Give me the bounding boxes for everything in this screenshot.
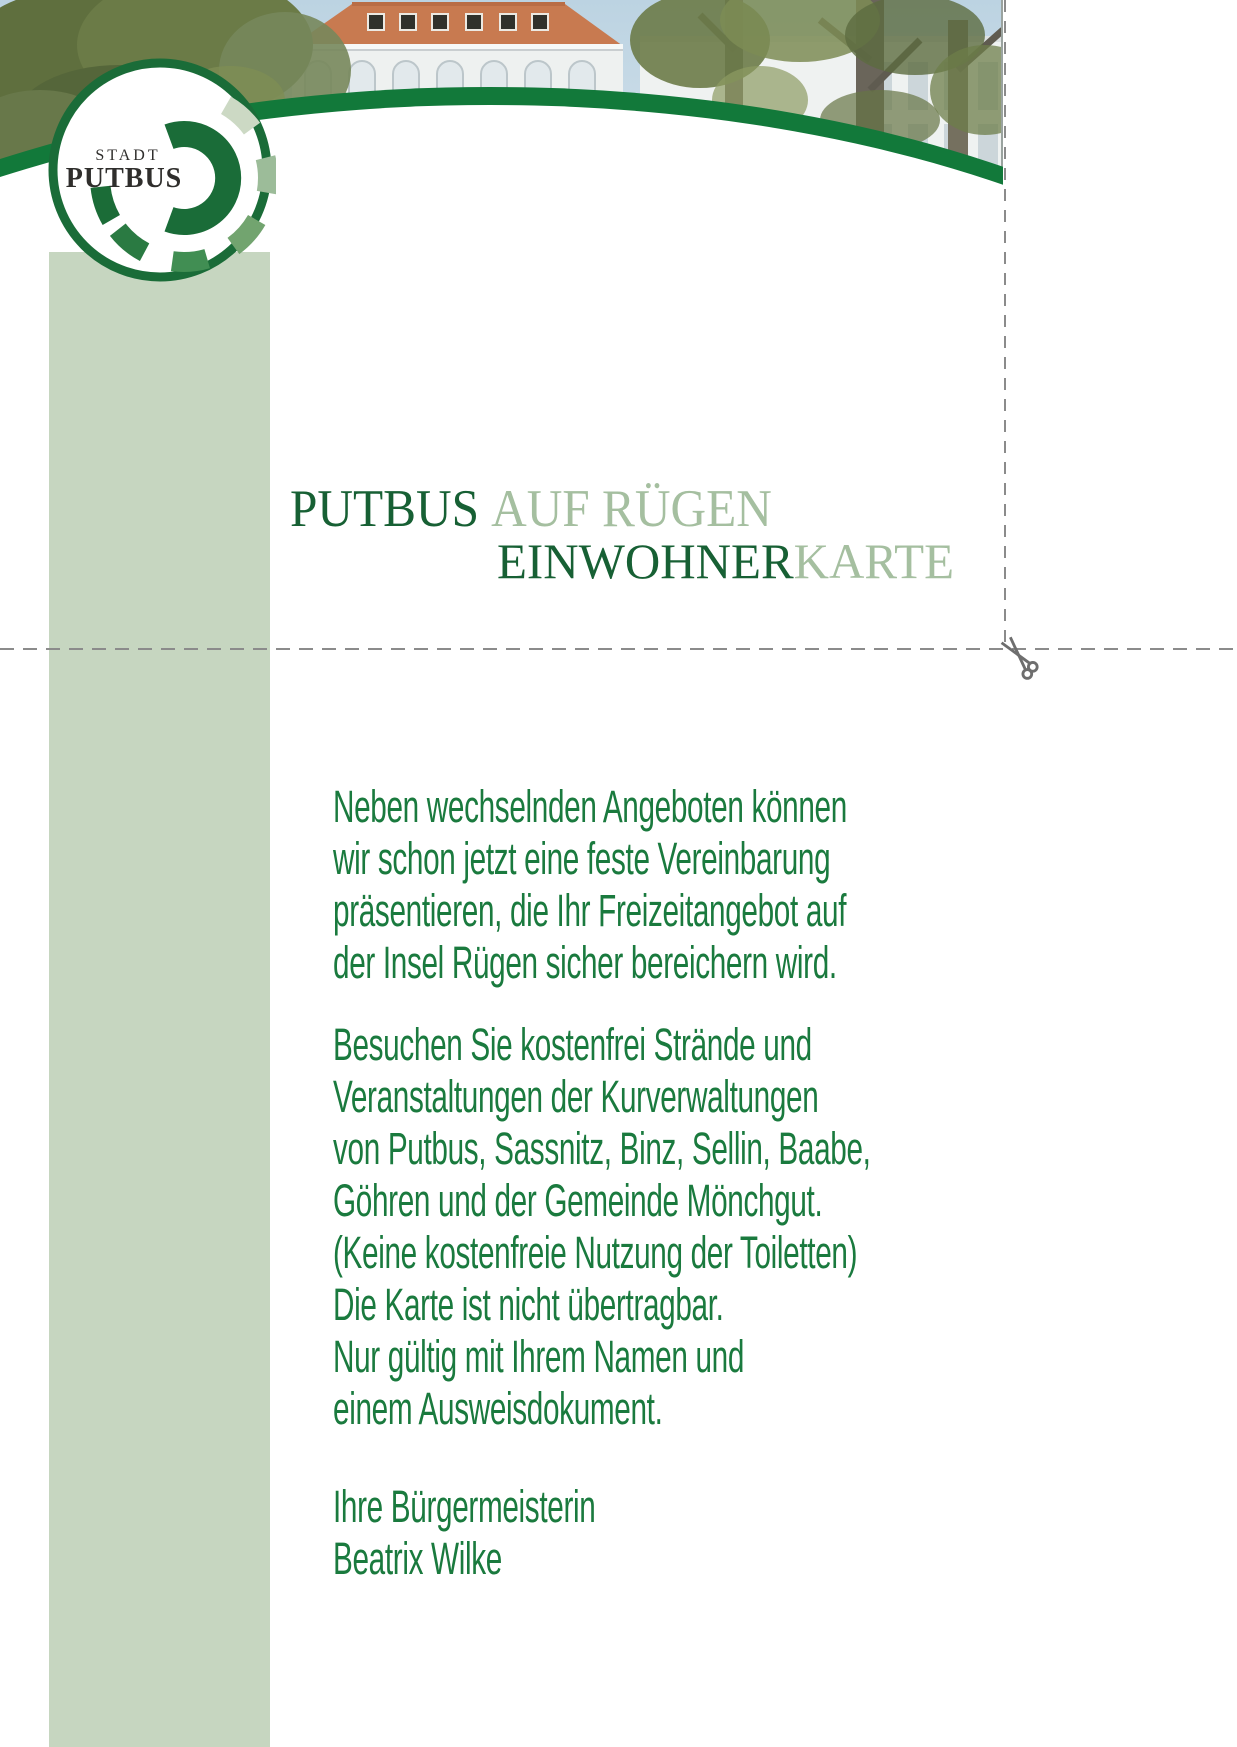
body-line: wir schon jetzt eine feste Vereinbarung [333,833,831,884]
body-line: Veranstaltungen der Kurverwaltungen [333,1071,819,1122]
body-line: einem Ausweisdokument. [333,1383,663,1434]
logo-stadt-text: STADT [95,147,161,164]
title-putbus: PUTBUS [290,480,480,538]
page-title-line1 [290,480,772,538]
cut-line-vertical [1004,0,1006,649]
page-title-line2 [497,533,955,589]
paragraph-1 [333,781,847,989]
logo-putbus-text: PUTBUS [65,163,183,194]
signature-role: Ihre Bürgermeisterin [333,1481,596,1532]
body-line: Göhren und der Gemeinde Mönchgut. [333,1175,823,1226]
title-auf-ruegen: AUF RÜGEN [491,480,772,538]
body-line: präsentieren, die Ihr Freizeitangebot auf [333,885,847,936]
title-einwohner: EINWOHNER [497,533,794,589]
body-line: Neben wechselnden Angeboten können [333,781,847,832]
body-line: Nur gültig mit Ihrem Namen und [333,1331,745,1382]
body-line: der Insel Rügen sicher bereichern wird. [333,937,837,988]
left-accent-stripe [49,252,270,1747]
body-line: Besuchen Sie kostenfrei Strände und [333,1019,812,1070]
title-karte: KARTE [793,533,955,589]
signature [333,1481,595,1585]
body-line: Die Karte ist nicht übertragbar. [333,1279,724,1330]
cut-line-horizontal [0,648,1237,650]
body-line: (Keine kostenfreie Nutzung der Toiletten) [333,1227,858,1278]
paragraph-2 [333,1019,871,1435]
stadt-putbus-logo [44,54,276,286]
body-line: von Putbus, Sassnitz, Binz, Sellin, Baabe, [333,1123,871,1174]
signature-name: Beatrix Wilke [333,1533,503,1584]
scissors-icon [996,634,1040,680]
